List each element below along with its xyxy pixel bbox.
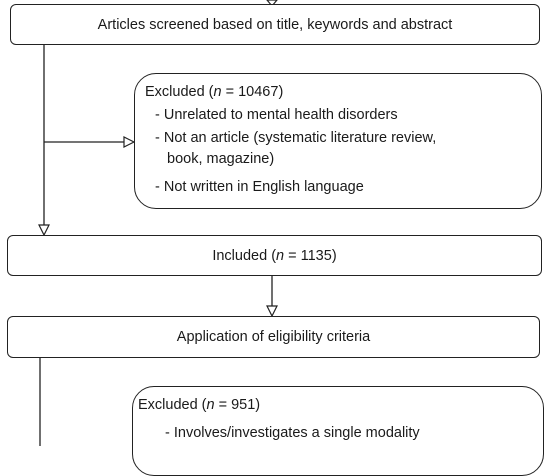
excluded-1-heading: Excluded (n = 10467) (145, 84, 284, 100)
included-box (7, 235, 542, 276)
excluded-2-heading: Excluded (n = 951) (138, 397, 261, 413)
arrowhead-excluded-1 (124, 137, 134, 147)
excluded-1-reason-2: - Not an article (systematic literature review, (155, 130, 437, 146)
included-label: Included (n = 1135) (212, 247, 337, 264)
arrowhead-included (39, 225, 49, 235)
excluded-box-2 (132, 386, 544, 476)
screened-box (10, 4, 540, 45)
excluded-1-reason-2-cont: book, magazine) (167, 151, 275, 167)
eligibility-box (7, 316, 540, 358)
excluded-box-1 (134, 73, 542, 209)
excluded-1-reason-3: - Not written in English language (155, 179, 364, 195)
eligibility-label: Application of eligibility criteria (176, 329, 371, 345)
screened-label: Articles screened based on title, keywords and abstract (97, 16, 453, 33)
excluded-2-reason-1: - Involves/investigates a single modality (165, 425, 420, 441)
excluded-1-reason-1: - Unrelated to mental health disorders (155, 107, 398, 123)
arrowhead-eligibility (267, 306, 277, 316)
